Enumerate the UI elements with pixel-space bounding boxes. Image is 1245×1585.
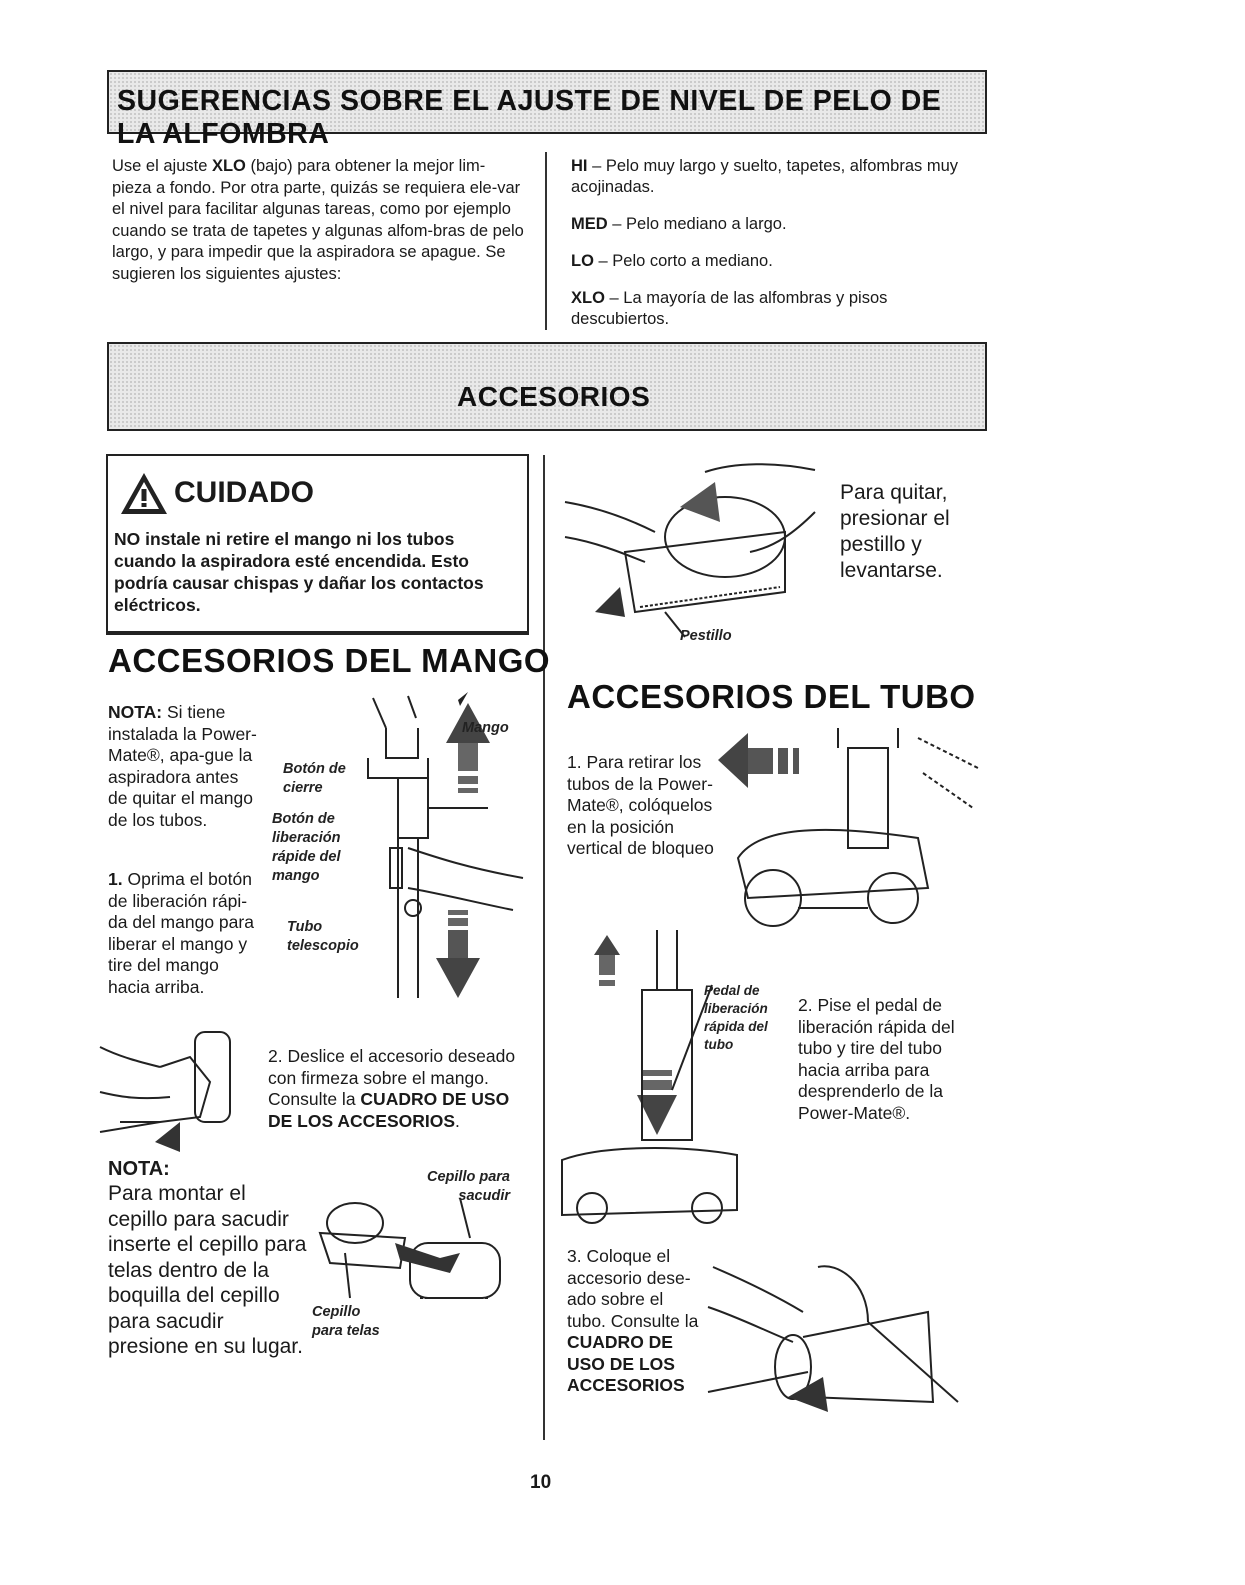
caution-text: NO instale ni retire el mango ni los tubos cuando la aspiradora esté encendida. Esto podría causar chispas y dañar los contactos eléctricos. [114, 529, 484, 615]
tube-upright-illustration [718, 728, 983, 938]
attachment-slide-illustration [100, 1022, 250, 1162]
tube-step1: 1. Para retirar los tubos de la Power-Mate®, colóquelos en la posición vertical de bloqueo [567, 752, 714, 858]
down-arrow-icon [436, 910, 480, 998]
brush-assembly-illustration [310, 1198, 520, 1318]
callout-mango: Mango [462, 720, 509, 736]
tube-accessories-title: ACCESORIOS DEL TUBO [567, 678, 976, 715]
column-divider-top [545, 152, 547, 330]
handle-note2-label: NOTA: [108, 1158, 170, 1180]
accessories-banner-title: ACCESORIOS [457, 381, 651, 412]
tube-up-arrow-icon [594, 935, 620, 986]
intro-paragraph: Use el ajuste XLO (bajo) para obtener la mejor lim-pieza a fondo. Por otra parte, quizás se requiera ele-var el nivel para facilitar algunas tareas, como por ejemplo cuando se trata de tapetes y algunas alfom-bras de pelo largo, y para impedir que la aspiradora se apague. Se sugieren los siguientes ajustes: [112, 157, 524, 283]
handle-step2: 2. Deslice el accesorio deseado con firmeza sobre el mango. Consulte la CUADRO DE USO DE LOS ACCESORIOS. [268, 1046, 516, 1131]
handle-note: NOTA: Si tiene instalada la Power-Mate®, apa-gue la aspiradora antes de quitar el mango de los tubos. [108, 702, 257, 830]
carpet-pile-banner [107, 70, 987, 150]
callout-cepillo-sacudir: Cepillo para sacudir [427, 1169, 510, 1204]
setting-hi: HI – Pelo muy largo y suelto, tapetes, alfombras muy acojinadas. [571, 157, 959, 196]
caution-title: CUIDADO [174, 476, 314, 509]
tube-step3: 3. Coloque el accesorio dese-ado sobre el tubo. Consulte la CUADRO DE USO DE LOS ACCESORIOS [567, 1246, 699, 1395]
callout-pedal: Pedal de liberación rápida del tubo [704, 983, 768, 1052]
callout-boton-cierre: Botón de cierre [283, 761, 346, 796]
setting-med: MED – Pelo mediano a largo. [571, 215, 787, 233]
up-arrow-icon [446, 703, 490, 793]
warning-icon [120, 472, 168, 516]
carpet-pile-banner-title: SUGERENCIAS SOBRE EL AJUSTE DE NIVEL DE PELO DE LA ALFOMBRA [117, 85, 942, 150]
callout-tubo-telescopio: Tubo telescopio [287, 919, 359, 954]
handle-step1: 1. Oprima el botón de liberación rápi-da del mango para liberar el mango y tire del mango hacia arriba. [108, 869, 254, 997]
pedal-release-illustration [562, 930, 742, 1220]
setting-lo: LO – Pelo corto a mediano. [571, 252, 773, 270]
latch-instruction: Para quitar, presionar el pestillo y levantarse. [840, 481, 950, 582]
accessories-banner [107, 342, 987, 431]
tube-step2: 2. Pise el pedal de liberación rápida del tubo y tire del tubo hacia arriba para desprenderlo de la Power-Mate®. [798, 995, 955, 1123]
tube-attachment-illustration [708, 1262, 968, 1422]
xlo-term: XLO [211, 157, 246, 175]
handle-accessories-title: ACCESORIOS DEL MANGO [108, 642, 551, 679]
latch-release-illustration [565, 462, 835, 632]
callout-pestillo: Pestillo [680, 628, 732, 644]
handle-note2-text: Para montar el cepillo para sacudir inserte el cepillo para telas dentro de la boquilla del cepillo para sacudir presione en su lugar. [108, 1182, 307, 1358]
page-number: 10 [530, 1472, 552, 1493]
callout-boton-liberacion: Botón de liberación rápide del mango [272, 811, 341, 884]
pile-settings-list [571, 156, 971, 346]
left-arrow-icon [718, 733, 799, 788]
setting-xlo: XLO – La mayoría de las alfombras y pisos descubiertos. [571, 289, 888, 328]
caution-box [106, 454, 529, 635]
column-divider-bottom [543, 455, 545, 1440]
callout-cepillo-telas: Cepillo para telas [312, 1304, 380, 1339]
